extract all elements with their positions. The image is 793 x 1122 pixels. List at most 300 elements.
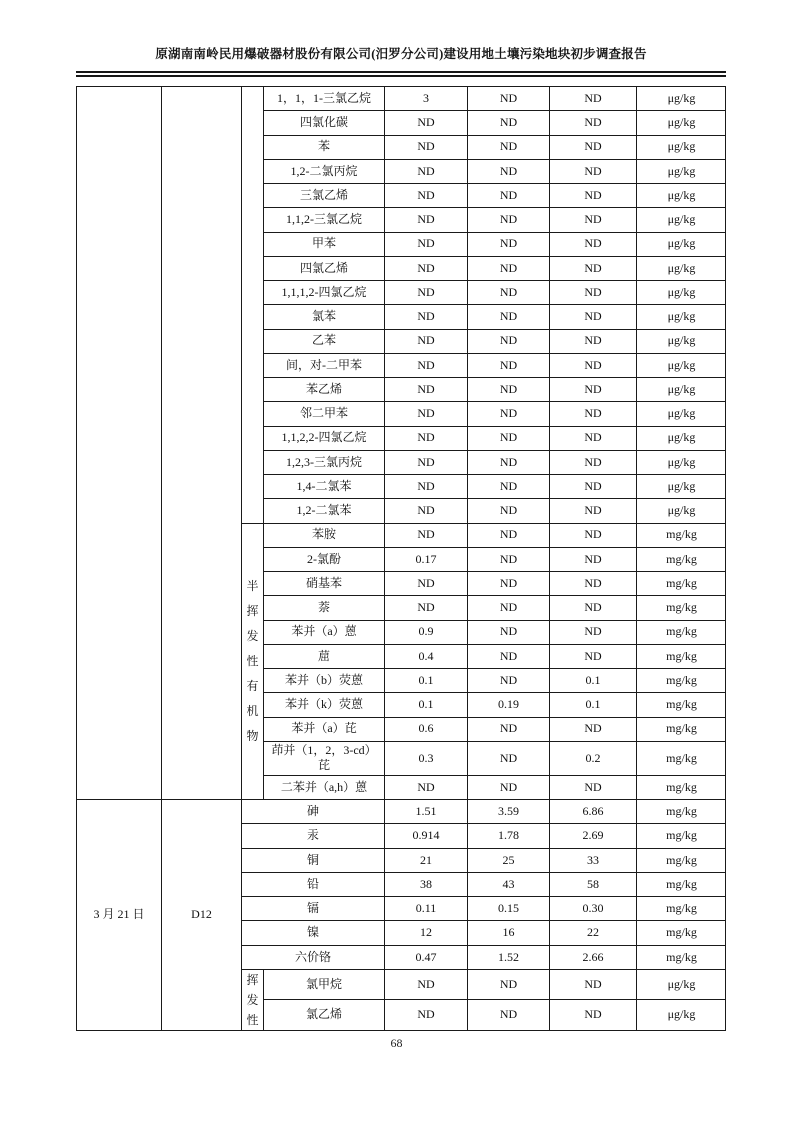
value-cell [384, 183, 467, 207]
unit-cell-text: μg/kg [667, 284, 696, 299]
value-cell-text: ND [584, 260, 602, 275]
value-cell [384, 741, 467, 775]
value-cell-text: 0.1 [585, 672, 601, 687]
unit-cell [636, 498, 726, 522]
value-cell [467, 280, 549, 304]
value-cell [467, 329, 549, 353]
value-cell-text: ND [499, 139, 518, 154]
value-cell [467, 377, 549, 401]
unit-cell-text: μg/kg [667, 163, 696, 178]
value-cell-text: ND [584, 163, 602, 178]
unit-cell [636, 426, 726, 450]
value-cell [384, 256, 467, 280]
unit-cell [636, 920, 726, 944]
sample-id-cell [161, 799, 241, 1030]
unit-cell-text: μg/kg [667, 187, 696, 202]
parameter-cell [263, 775, 384, 799]
value-cell-text: ND [584, 212, 602, 227]
parameter-cell-text: 1,1,2-三氯乙烷 [286, 212, 362, 227]
parameter-cell [263, 595, 384, 619]
unit-cell [636, 401, 726, 425]
value-cell-text: ND [499, 575, 518, 590]
value-cell [549, 426, 636, 450]
value-cell [549, 256, 636, 280]
unit-cell [636, 741, 726, 775]
value-cell [384, 896, 467, 920]
unit-cell [636, 969, 726, 1000]
value-cell-text: ND [417, 503, 435, 518]
value-cell-text: 0.3 [418, 750, 434, 765]
value-cell [467, 232, 549, 256]
unit-cell-text: mg/kg [666, 624, 697, 639]
parameter-cell-text: 间，对-二甲苯 [286, 357, 362, 372]
value-cell [384, 426, 467, 450]
unit-cell [636, 620, 726, 644]
value-cell [467, 571, 549, 595]
value-cell-text: ND [417, 406, 435, 421]
value-cell-text: ND [584, 721, 602, 736]
value-cell-text: ND [499, 90, 518, 105]
value-cell-text: ND [584, 406, 602, 421]
value-cell-text: 25 [502, 852, 515, 867]
value-cell-text: ND [499, 779, 518, 794]
sample-id-cell [161, 86, 241, 799]
value-cell-text: ND [417, 976, 435, 991]
parameter-cell-text: 六价铬 [294, 949, 331, 964]
parameter-cell-text: 铜 [306, 852, 319, 867]
value-cell-text: 0.1 [585, 697, 601, 712]
unit-cell [636, 304, 726, 328]
unit-cell-text: mg/kg [666, 721, 697, 736]
parameter-cell [263, 644, 384, 668]
value-cell-text: ND [417, 115, 435, 130]
unit-cell-text: μg/kg [667, 454, 696, 469]
value-cell [467, 474, 549, 498]
category-cell [241, 523, 263, 800]
value-cell-text: ND [584, 779, 602, 794]
parameter-cell-text: 氯乙烯 [305, 1007, 342, 1022]
value-cell [467, 799, 549, 823]
parameter-cell-text: 苯并（a）蒽 [291, 624, 357, 639]
value-cell [549, 945, 636, 969]
value-cell-text: 0.30 [582, 901, 604, 916]
value-cell-text: ND [584, 976, 602, 991]
value-cell-text: ND [584, 381, 602, 396]
value-cell-text: ND [499, 478, 518, 493]
value-cell-text: ND [499, 309, 518, 324]
value-cell-text: ND [584, 454, 602, 469]
value-cell-text: 2.66 [582, 949, 604, 964]
unit-cell [636, 823, 726, 847]
value-cell [384, 644, 467, 668]
unit-cell-text: mg/kg [666, 697, 697, 712]
unit-cell-text: μg/kg [667, 309, 696, 324]
value-cell-text: ND [584, 236, 602, 251]
parameter-cell-text: 苯 [317, 139, 330, 154]
parameter-cell-text: 镍 [306, 925, 319, 940]
value-cell [384, 848, 467, 872]
value-cell [549, 717, 636, 741]
value-cell [467, 110, 549, 134]
value-cell-text: 0.47 [415, 949, 437, 964]
value-cell [384, 620, 467, 644]
unit-cell-text: mg/kg [666, 828, 697, 843]
value-cell [549, 498, 636, 522]
value-cell [549, 571, 636, 595]
unit-cell-text: μg/kg [667, 1007, 696, 1022]
value-cell-text: 0.914 [412, 828, 440, 843]
value-cell-text: ND [584, 478, 602, 493]
value-cell-text: ND [499, 430, 518, 445]
value-cell-text: ND [417, 779, 435, 794]
value-cell [384, 872, 467, 896]
value-cell-text: ND [584, 1007, 602, 1022]
parameter-cell [263, 523, 384, 547]
header-double-rule [76, 71, 726, 77]
parameter-cell-text: 2-氯酚 [307, 551, 341, 566]
value-cell [467, 523, 549, 547]
value-cell-text: 16 [502, 925, 515, 940]
parameter-cell-text: 汞 [306, 828, 319, 843]
value-cell-text: ND [499, 600, 518, 615]
parameter-cell-text: 二苯并（a,h）蒽 [280, 779, 368, 794]
parameter-cell [263, 474, 384, 498]
parameter-cell [263, 547, 384, 571]
parameter-cell-text: 乙苯 [311, 333, 336, 348]
value-cell [384, 775, 467, 799]
unit-cell-text: mg/kg [666, 925, 697, 940]
unit-cell-text: mg/kg [666, 804, 697, 819]
value-cell [467, 86, 549, 110]
parameter-cell-text: 苯并（k）荧蒽 [284, 697, 363, 712]
unit-cell [636, 256, 726, 280]
parameter-cell [263, 498, 384, 522]
unit-cell-text: μg/kg [667, 139, 696, 154]
unit-cell [636, 159, 726, 183]
value-cell-text: 58 [587, 876, 599, 891]
value-cell-text: ND [417, 430, 435, 445]
value-cell-text: 0.1 [418, 672, 434, 687]
parameter-cell [241, 823, 384, 847]
value-cell [384, 668, 467, 692]
unit-cell-text: μg/kg [667, 478, 696, 493]
category-cell-text: 挥发性 [246, 972, 259, 1027]
unit-cell-text: mg/kg [666, 648, 697, 663]
category-cell [241, 86, 263, 523]
value-cell-text: ND [499, 721, 518, 736]
value-cell [384, 304, 467, 328]
unit-cell [636, 353, 726, 377]
value-cell-text: ND [499, 648, 518, 663]
value-cell [549, 280, 636, 304]
unit-cell [636, 945, 726, 969]
value-cell [549, 183, 636, 207]
value-cell [549, 775, 636, 799]
parameter-cell [241, 920, 384, 944]
value-cell [467, 498, 549, 522]
value-cell [467, 692, 549, 716]
unit-cell [636, 135, 726, 159]
unit-cell-text: mg/kg [666, 750, 697, 765]
value-cell-text: ND [417, 309, 435, 324]
unit-cell [636, 207, 726, 231]
value-cell [467, 775, 549, 799]
value-cell-text: ND [584, 648, 602, 663]
value-cell-text: ND [499, 115, 518, 130]
value-cell [467, 644, 549, 668]
parameter-cell-text: 镉 [306, 901, 319, 916]
unit-cell-text: mg/kg [666, 876, 697, 891]
value-cell-text: 6.86 [582, 804, 604, 819]
value-cell [549, 353, 636, 377]
unit-cell-text: mg/kg [666, 779, 697, 794]
unit-cell-text: μg/kg [667, 381, 696, 396]
unit-cell-text: μg/kg [667, 406, 696, 421]
unit-cell-text: mg/kg [666, 527, 697, 542]
value-cell [549, 595, 636, 619]
value-cell [384, 920, 467, 944]
value-cell-text: ND [584, 139, 602, 154]
parameter-cell [263, 159, 384, 183]
parameter-cell-text: 三氯乙烯 [299, 187, 348, 202]
value-cell [549, 232, 636, 256]
value-cell [549, 799, 636, 823]
parameter-cell [263, 999, 384, 1030]
value-cell [549, 741, 636, 775]
parameter-cell-text: 1,2,3-三氯丙烷 [286, 454, 362, 469]
value-cell-text: 0.11 [415, 901, 437, 916]
value-cell [549, 999, 636, 1030]
parameter-cell [263, 304, 384, 328]
value-cell [549, 896, 636, 920]
unit-cell [636, 523, 726, 547]
parameter-cell-text: 苯乙烯 [305, 381, 342, 396]
value-cell [384, 945, 467, 969]
value-cell [549, 872, 636, 896]
value-cell-text: ND [499, 381, 518, 396]
unit-cell [636, 450, 726, 474]
unit-cell [636, 896, 726, 920]
value-cell-text: ND [417, 260, 435, 275]
value-cell [467, 872, 549, 896]
unit-cell-text: μg/kg [667, 333, 696, 348]
value-cell-text: ND [417, 139, 435, 154]
unit-cell [636, 280, 726, 304]
unit-cell-text: mg/kg [666, 949, 697, 964]
parameter-cell-text: 1,2-二氯丙烷 [290, 163, 358, 178]
value-cell [384, 571, 467, 595]
value-cell-text: 0.19 [498, 697, 519, 712]
parameter-cell [263, 110, 384, 134]
value-cell-text: 1.52 [498, 949, 519, 964]
value-cell [549, 135, 636, 159]
date-cell [76, 799, 161, 1030]
unit-cell [636, 571, 726, 595]
value-cell-text: ND [417, 575, 435, 590]
value-cell-text: ND [584, 187, 602, 202]
parameter-cell-text: 氯甲烷 [305, 976, 342, 991]
value-cell [549, 450, 636, 474]
value-cell [384, 159, 467, 183]
parameter-cell-text: 1,1,1,2-四氯乙烷 [281, 284, 367, 299]
value-cell [384, 595, 467, 619]
parameter-cell [263, 717, 384, 741]
value-cell [467, 450, 549, 474]
parameter-cell [241, 799, 384, 823]
parameter-cell-text: 䓛 [317, 648, 330, 663]
value-cell-text: ND [584, 527, 602, 542]
parameter-cell [263, 135, 384, 159]
value-cell [384, 401, 467, 425]
unit-cell-text: μg/kg [667, 430, 696, 445]
value-cell-text: ND [417, 163, 435, 178]
value-cell-text: ND [584, 575, 602, 590]
page-number: 68 [390, 1036, 403, 1050]
parameter-cell [263, 668, 384, 692]
unit-cell-text: μg/kg [667, 503, 696, 518]
parameter-cell-text: 1,1,2,2-四氯乙烷 [281, 430, 367, 445]
value-cell [549, 547, 636, 571]
value-cell-text: ND [417, 1007, 435, 1022]
parameter-cell-text: 苯并（a）芘 [291, 721, 357, 736]
unit-cell-text: μg/kg [667, 236, 696, 251]
value-cell-text: 22 [587, 925, 599, 940]
unit-cell [636, 86, 726, 110]
parameter-cell [263, 426, 384, 450]
value-cell-text: ND [499, 260, 518, 275]
parameter-cell-text: 四氯化碳 [299, 115, 348, 130]
value-cell-text: ND [499, 357, 518, 372]
parameter-cell [263, 401, 384, 425]
value-cell [467, 353, 549, 377]
value-cell-text: ND [499, 163, 518, 178]
parameter-cell-text: 甲苯 [311, 236, 336, 251]
value-cell-text: ND [584, 309, 602, 324]
value-cell-text: ND [584, 333, 602, 348]
value-cell [384, 474, 467, 498]
value-cell-text: 0.6 [418, 721, 434, 736]
value-cell-text: 12 [420, 925, 432, 940]
value-cell [467, 426, 549, 450]
parameter-cell-text: 1,4-二氯苯 [296, 478, 352, 493]
value-cell [384, 353, 467, 377]
value-cell-text: ND [417, 212, 435, 227]
parameter-cell-text: 苯胺 [311, 527, 336, 542]
value-cell-text: 0.9 [418, 624, 434, 639]
value-cell [467, 595, 549, 619]
value-cell-text: ND [417, 333, 435, 348]
value-cell [384, 692, 467, 716]
unit-cell [636, 692, 726, 716]
date-cell [76, 86, 161, 799]
value-cell-text: ND [584, 90, 602, 105]
value-cell-text: ND [417, 527, 435, 542]
value-cell [549, 329, 636, 353]
value-cell [467, 183, 549, 207]
value-cell [384, 329, 467, 353]
value-cell-text: 0.1 [418, 697, 434, 712]
unit-cell [636, 848, 726, 872]
value-cell [549, 920, 636, 944]
unit-cell-text: mg/kg [666, 852, 697, 867]
value-cell [467, 401, 549, 425]
unit-cell [636, 377, 726, 401]
parameter-cell-text: 硝基苯 [305, 575, 342, 590]
unit-cell-text: μg/kg [667, 115, 696, 130]
parameter-cell [263, 329, 384, 353]
value-cell-text: ND [417, 454, 435, 469]
value-cell [467, 741, 549, 775]
unit-cell-text: μg/kg [667, 90, 696, 105]
value-cell-text: ND [584, 115, 602, 130]
value-cell-text: 38 [420, 876, 432, 891]
value-cell-text: 0.4 [418, 648, 434, 663]
value-cell-text: ND [499, 672, 518, 687]
unit-cell-text: mg/kg [666, 551, 697, 566]
value-cell [467, 668, 549, 692]
value-cell-text: ND [499, 284, 518, 299]
value-cell [467, 256, 549, 280]
value-cell-text: ND [417, 381, 435, 396]
value-cell [549, 692, 636, 716]
unit-cell-text: μg/kg [667, 260, 696, 275]
value-cell-text: ND [417, 600, 435, 615]
value-cell [467, 135, 549, 159]
parameter-cell [241, 945, 384, 969]
value-cell [384, 232, 467, 256]
unit-cell [636, 110, 726, 134]
parameter-cell [263, 280, 384, 304]
value-cell [467, 620, 549, 644]
parameter-cell [263, 256, 384, 280]
value-cell [467, 823, 549, 847]
value-cell-text: ND [417, 236, 435, 251]
value-cell [384, 523, 467, 547]
value-cell-text: ND [499, 624, 518, 639]
parameter-cell-text: 砷 [306, 804, 319, 819]
parameter-cell-text: 茚并（1，2，3-cd）芘 [271, 742, 377, 773]
value-cell-text: ND [499, 976, 518, 991]
parameter-cell [263, 232, 384, 256]
analysis-results-table [76, 86, 726, 1031]
parameter-cell-text: 氯苯 [311, 309, 336, 324]
value-cell [549, 474, 636, 498]
value-cell [549, 304, 636, 328]
value-cell [384, 110, 467, 134]
value-cell [549, 159, 636, 183]
value-cell [549, 86, 636, 110]
parameter-cell [263, 353, 384, 377]
parameter-cell [263, 183, 384, 207]
value-cell [467, 304, 549, 328]
unit-cell [636, 595, 726, 619]
parameter-cell [263, 86, 384, 110]
unit-cell-text: mg/kg [666, 901, 697, 916]
value-cell [384, 280, 467, 304]
unit-cell-text: μg/kg [667, 357, 696, 372]
parameter-cell [263, 207, 384, 231]
value-cell [384, 135, 467, 159]
value-cell [384, 969, 467, 1000]
parameter-cell-text: 铅 [306, 876, 319, 891]
value-cell-text: ND [417, 187, 435, 202]
unit-cell [636, 232, 726, 256]
unit-cell-text: mg/kg [666, 672, 697, 687]
value-cell-text: ND [584, 551, 602, 566]
value-cell [549, 401, 636, 425]
date-cell-text: 3 月 21 日 [93, 907, 145, 922]
value-cell [467, 920, 549, 944]
